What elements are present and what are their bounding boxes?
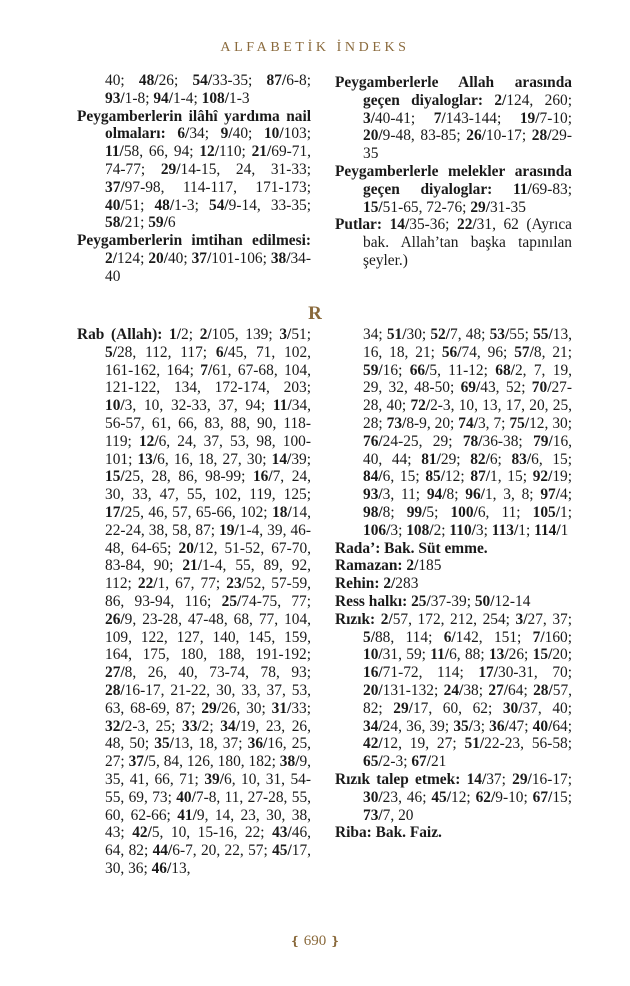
index-column-left-r <box>77 326 311 878</box>
index-entry: Rızık talep etmek: 14/37; 29/16-17; 30/23, 46; 45/12; 62/9-10; 67/15; 73/7, 20 <box>335 770 573 824</box>
index-entry: Peygamberlerle Allah arasında geçen diyaloglar: 2/124, 260; 3/40-41; 7/143-144; 19/7-10; 20/9-48, 83-85; 26/10-17; 28/29-35 <box>335 74 572 163</box>
index-column-right-r <box>335 326 572 842</box>
index-entry-continuation: 34; 51/30; 52/7, 48; 53/55; 55/13, 16, 18, 21; 56/74, 96; 57/8, 21; 59/16; 66/5, 11-12; 68/2, 7, 19, 29, 32, 48-50; 69/43, 52; 70/27-28, 40; 72/2-3, 10, 13, 17, 20, 25, 28; 73/8-9, 20; 74/3, 7; 75/12, 30; 76/24-25, 29; 78/36-38; 79/16, 40, 44; 81/29; 82/6; 83/6, 15; 84/6, 15; 85/12; 87/1, 15; 92/19; 93/3, 11; 94/8; 96/1, 3, 8; 97/4; 98/8; 99/5; 100/6, 11; 105/1; 106/3; 108/2; 110/3; 113/1; 114/1 <box>363 326 573 539</box>
running-header: ALFABETİK İNDEKS <box>220 40 410 55</box>
index-entry: Putlar: 14/35-36; 22/31, 62 (Ayrıca bak. Allah’tan başka tapınılan şeyler.) <box>335 216 573 269</box>
page-number: 690 <box>303 933 327 949</box>
index-entry: Ress halkı: 25/37-39; 50/12-14 <box>335 592 531 610</box>
page-number-footer <box>0 933 630 950</box>
index-entry-continuation: 40; 48/26; 54/33-35; 87/6-8; 93/1-8; 94/1-4; 108/1-3 <box>105 72 311 107</box>
index-entry: Rada’: Bak. Süt emme. <box>335 539 488 557</box>
index-entry: Peygamberlerle melekler arasında geçen diyaloglar: 11/69-83; 15/51-65, 72-76; 29/31-35 <box>335 162 572 216</box>
index-column-right-top <box>335 74 572 270</box>
ornament-right-icon: ❵ <box>330 934 341 948</box>
index-entry: Peygamberlerin ilâhî yardıma nail olmaları: 6/34; 9/40; 10/103; 11/58, 66, 94; 12/110; 21/69-71, 74-77; 29/14-15, 24, 31-33; 37/97-98, 114-117, 171-173; 40/51; 48/1-3; 54/9-14, 33-35; 58/21; 59/6 <box>77 107 312 232</box>
index-entry: Rab (Allah): 1/2; 2/105, 139; 3/51; 5/28, 112, 117; 6/45, 71, 102, 161-162, 164; 7/61, 67-68, 104, 121-122, 134, 172-174, 203; 10/3, 10, 32-33, 37, 94; 11/34, 56-57, 61, 66, 83, 88, 90, 118-119; 12/6, 24, 37, 53, 98, 100-101; 13/6, 16, 18, 27, 30; 14/39; 15/25, 28, 86, 98-99; 16/7, 24, 30, 33, 47, 55, 102, 119, 125; 17/25, 46, 57, 65-66, 102; 18/14, 22-24, 38, 58, 87; 19/1-4, 39, 46-48, 64-65; 20/12, 51-52, 67-70, 83-84, 90; 21/1-4, 55, 89, 92, 112; 22/1, 67, 77; 23/52, 57-59, 86, 93-94, 116; 25/74-75, 77; 26/9, 23-28, 47-48, 68, 77, 104, 109, 122, 127, 140, 145, 159, 164, 175, 180, 188, 191-192; 27/8, 26, 40, 73-74, 78, 93; 28/16-17, 21-22, 30, 33, 37, 53, 63, 68-69, 87; 29/26, 30; 31/33; 32/2-3, 25; 33/2; 34/19, 23, 26, 48, 50; 35/13, 18, 37; 36/16, 25, 27; 37/5, 84, 126, 180, 182; 38/9, 35, 41, 66, 71; 39/6, 10, 31, 54-55, 69, 73; 40/7-8, 11, 27-28, 55, 60, 62-66; 41/9, 14, 23, 30, 38, 43; 42/5, 10, 15-16, 22; 43/46, 64, 82; 44/6-7, 20, 22, 57; 45/17, 30, 36; 46/13, <box>77 326 312 877</box>
index-entry: Peygamberlerin imtihan edilmesi: 2/124; 20/40; 37/101-106; 38/34-40 <box>77 232 312 285</box>
ornament-left-icon: ❴ <box>289 934 300 948</box>
index-column-left-top <box>77 72 311 286</box>
index-entry: Rızık: 2/57, 172, 212, 254; 3/27, 37; 5/88, 114; 6/142, 151; 7/160; 10/31, 59; 11/6, 88; 13/26; 15/20; 16/71-72, 114; 17/30-31, 70; 20/131-132; 24/38; 27/64; 28/57, 82; 29/17, 60, 62; 30/37, 40; 34/24, 36, 39; 35/3; 36/47; 40/64; 42/12, 19, 27; 51/22-23, 56-58; 65/2-3; 67/21 <box>335 610 573 771</box>
index-entry: Riba: Bak. Faiz. <box>335 824 442 842</box>
section-letter-heading: R <box>308 303 322 324</box>
index-entry: Rehin: 2/283 <box>335 575 419 593</box>
index-entry: Ramazan: 2/185 <box>335 557 442 575</box>
